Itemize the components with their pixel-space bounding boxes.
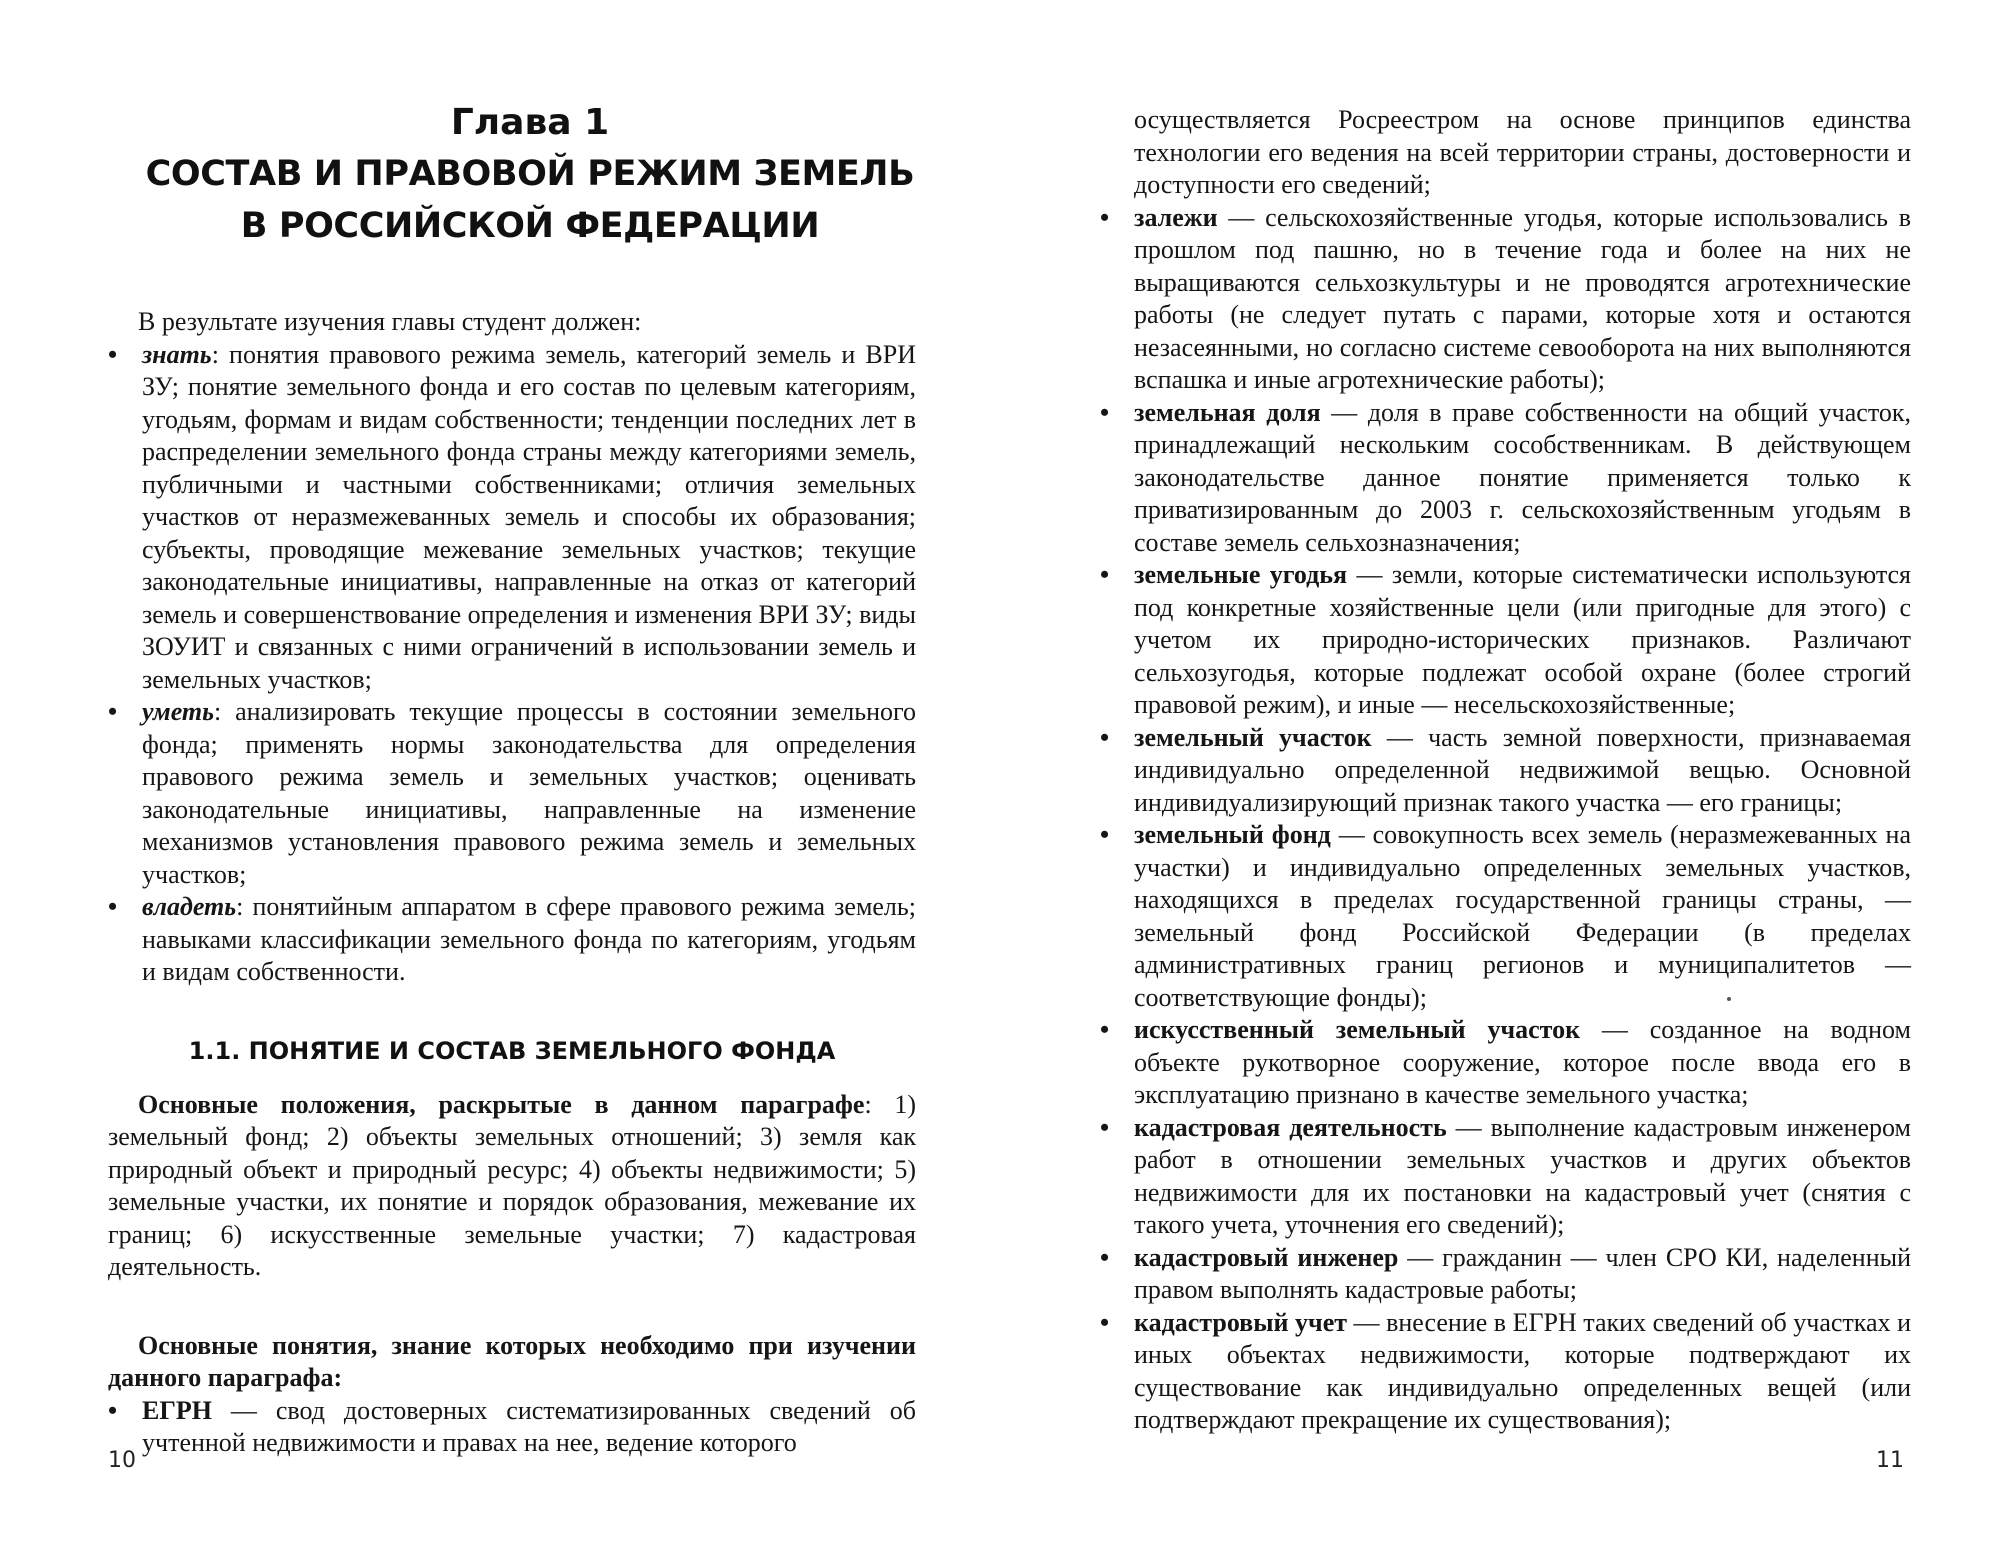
learning-goals-list <box>108 339 916 989</box>
chapter-title-line-2: В РОССИЙСКОЙ ФЕДЕРАЦИИ <box>240 206 820 246</box>
section-title: 1.1. ПОНЯТИЕ И СОСТАВ ЗЕМЕЛЬНОГО ФОНДА <box>188 1036 836 1065</box>
term-item <box>1100 397 1911 560</box>
term-name: земельный фонд <box>1134 820 1331 849</box>
goal-term: уметь <box>142 697 215 726</box>
term-name: земельный участок <box>1134 722 1372 752</box>
bullet-icon: • <box>1100 1015 1110 1044</box>
bullet-icon: • <box>1100 202 1110 232</box>
print-speck <box>1727 997 1731 1001</box>
term-item <box>1100 1307 1911 1437</box>
goal-term: знать <box>142 339 212 369</box>
concepts-heading: Основные понятия, знание которых необходимо при изучении данного параграфа: <box>108 1330 916 1392</box>
term-name: ЕГРН <box>142 1395 212 1425</box>
main-points-paragraph <box>108 1089 916 1284</box>
term-name: залежи <box>1134 202 1218 232</box>
goal-item-can <box>108 696 916 891</box>
term-definition: — земли, которые систематически используются под конкретные хозяйственные цели (или пригодные для этого) с учетом их природно-исторических признаков. Различают сельхозугодья, которые подлежат особой охране (более строгий правовой режим), и иные — несельскохозяйственные; <box>1134 560 1911 719</box>
bullet-icon: • <box>1100 722 1110 752</box>
term-item <box>1100 722 1911 820</box>
bullet-icon: • <box>1100 1112 1110 1142</box>
right-text-column <box>1100 104 1911 1437</box>
page-number-left: 10 <box>108 1448 136 1473</box>
term-item <box>1100 1014 1911 1112</box>
egrn-continuation: осуществляется Росреестром на основе принципов единства технологии его ведения на всей территории страны, достоверности и доступности его сведений; <box>1134 105 1911 199</box>
term-item <box>1100 202 1911 397</box>
right-page <box>1000 0 2000 1547</box>
main-points-label: Основные положения, раскрытые в данном параграфе <box>138 1089 865 1119</box>
goal-term: владеть <box>142 892 237 921</box>
concepts-list-right <box>1100 202 1911 1437</box>
term-definition: — гражданин — член СРО КИ, наделенный правом выполнять кадастровые работы; <box>1134 1242 1911 1304</box>
term-name: искусственный земельный участок <box>1134 1015 1581 1044</box>
term-definition: — выполнение кадастровым инженером работ в отношении земельных участков и других объектов недвижимости для их постановки на кадастровый учет (снятия с такого учета, уточнения его сведений); <box>1134 1112 1911 1239</box>
term-name: земельные угодья <box>1134 560 1348 589</box>
bullet-icon: • <box>1100 1242 1110 1272</box>
term-item <box>1100 819 1911 1014</box>
left-text-column <box>108 306 916 1460</box>
concepts-list-left <box>108 1395 916 1460</box>
goal-item-master <box>108 891 916 989</box>
chapter-title-line-1: СОСТАВ И ПРАВОВОЙ РЕЖИМ ЗЕМЕЛЬ <box>145 154 915 194</box>
bullet-icon: • <box>108 1395 118 1425</box>
term-item <box>1100 559 1911 722</box>
bullet-icon: • <box>1100 820 1110 849</box>
bullet-icon: • <box>1100 1307 1110 1337</box>
term-definition: — часть земной поверхности, признаваемая индивидуально определенной недвижимой вещью. Основной индивидуализирующий признак такого участка — его границы; <box>1134 722 1912 817</box>
term-definition: — созданное на водном объекте рукотворное сооружение, которое после ввода его в эксплуатацию признано в качестве земельного участка; <box>1134 1015 1911 1109</box>
bullet-icon: • <box>108 892 118 921</box>
term-name: кадастровая деятельность <box>1134 1112 1447 1142</box>
term-name: кадастровый учет <box>1134 1307 1348 1337</box>
goal-item-know <box>108 339 916 697</box>
chapter-number: Глава 1 <box>450 102 610 143</box>
bullet-icon: • <box>108 697 118 726</box>
term-item <box>1100 1242 1911 1307</box>
term-item <box>1100 1112 1911 1242</box>
bullet-icon: • <box>1100 397 1110 427</box>
term-definition: — внесение в ЕГРН таких сведений об участках и иных объектах недвижимости, которые подтверждают их существование как индивидуально определенных вещей (или подтверждают прекращение их существования); <box>1134 1307 1911 1434</box>
term-item-egrn <box>108 1395 916 1460</box>
goal-text: : анализировать текущие процессы в состоянии земельного фонда; применять нормы законодательства для определения правового режима земель и земельных участков; оценивать законодательные инициативы, направленные на изменение механизмов установления правового режима земель и земельных участков; <box>142 697 916 889</box>
goal-text: : понятия правового режима земель, категорий земель и ВРИ ЗУ; понятие земельного фонда и его состав по целевым категориям, угодьям, формам и видам собственности; тенденции последних лет в распределении земельного фонда страны между категориями земель, публичными и частными собственниками; отличия земельных участков от неразмежеванных земель и способы их образования; субъекты, проводящие межевание земельных участков; текущие законодательные инициативы, направленные на отказ от категорий земель и совершенствование определения и изменения ВРИ ЗУ; виды ЗОУИТ и связанных с ними ограничений в использовании земель и земельных участков; <box>142 339 916 694</box>
term-definition: — совокупность всех земель (неразмежеванных на участки) и индивидуально определенных земельных участков, находящихся в пределах государственной границы страны, — земельный фонд Российской Федерации (в пределах административных границ регионов и муниципалитетов — соответствующие фонды); <box>1134 820 1911 1012</box>
term-name: земельная доля <box>1134 397 1321 427</box>
term-definition: — свод достоверных систематизированных сведений об учтенной недвижимости и правах на нее, ведение которого <box>142 1395 916 1457</box>
main-points-text: : 1) земельный фонд; 2) объекты земельных отношений; 3) земля как природный объект и природный ресурс; 4) объекты недвижимости; 5) земельные участки, их понятие и порядок образования, межевание их границ; 6) искусственные земельные участки; 7) кадастровая деятельность. <box>108 1089 916 1281</box>
goal-text: : понятийным аппаратом в сфере правового режима земель; навыками классификации земельного фонда по категориям, угодьям и видам собственности. <box>142 892 916 986</box>
page-number-right: 11 <box>1876 1448 1904 1473</box>
bullet-icon: • <box>108 339 118 369</box>
bullet-icon: • <box>1100 560 1110 589</box>
term-name: кадастровый инженер <box>1134 1242 1399 1272</box>
intro-paragraph: В результате изучения главы студент должен: <box>138 307 642 336</box>
chapter-heading <box>140 98 920 252</box>
term-definition: — доля в праве собственности на общий участок, принадлежащий нескольким сособственникам. В действующем законодательстве данное понятие применяется только к приватизированным до 2003 г. сельскохозяйственным угодьям в составе земель сельхозназначения; <box>1134 397 1911 557</box>
term-definition: — сельскохозяйственные угодья, которые использовались в прошлом под пашню, но в течение года и более на них не выращиваются сельхозкультуры и не проводятся агротехнические работы (не следует путать с парами, которые хотя и остаются незасеянными, но согласно системе севооборота на них выполняются вспашка и иные агротехнические работы); <box>1134 202 1911 394</box>
